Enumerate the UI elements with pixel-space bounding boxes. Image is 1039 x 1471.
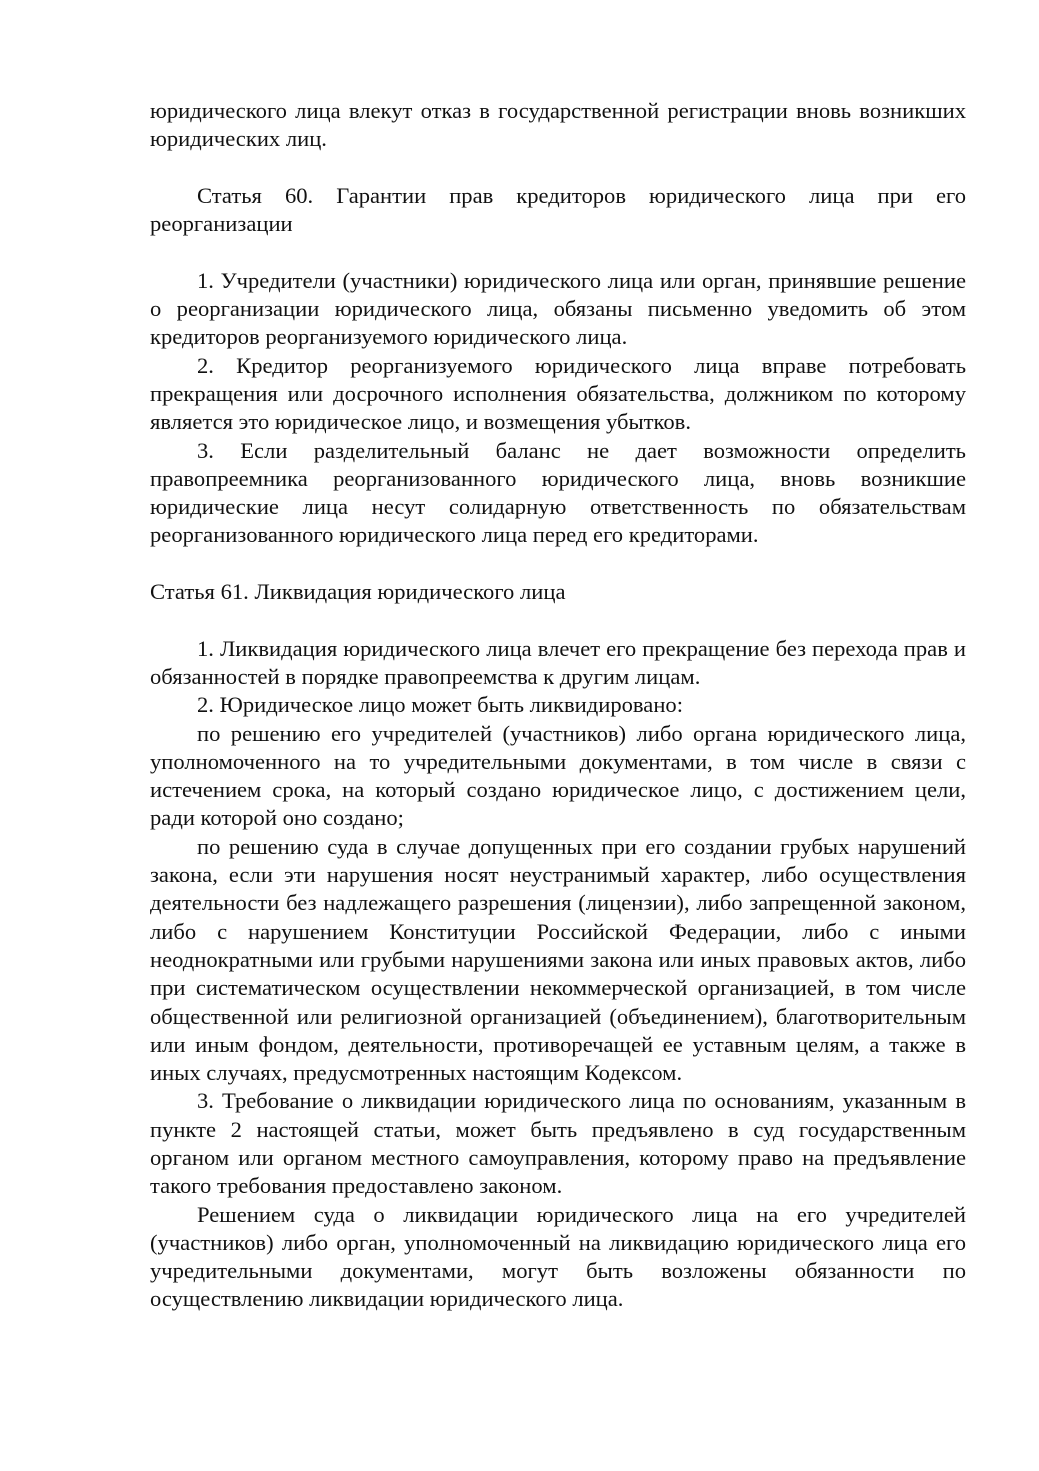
article-61-paragraph-1: 1. Ликвидация юридического лица влечет его прекращение без перехода прав и обязанностей в порядке правопреемства к другим лицам. — [150, 635, 966, 689]
article-60-title: Статья 60. Гарантии прав кредиторов юридического лица при его реорганизации — [150, 182, 966, 237]
spacer — [150, 606, 966, 634]
intro-paragraph: юридического лица влекут отказ в государственной регистрации вновь возникших юридических лиц. — [150, 98, 966, 152]
article-60-paragraph-1: 1. Учредители (участники) юридического лица или орган, принявшие решение о реорганизации юридического лица, обязаны письменно уведомить об этом кредиторов реорганизуемого юридического лица. — [150, 267, 966, 350]
article-61-paragraph-6: Решением суда о ликвидации юридического лица на его учредителей (участников) либо орган, уполномоченный на ликвидацию юридического лица его учредительными документами, могут быть возложены обязанности по осуществлению ликвидации юридического лица. — [150, 1201, 966, 1312]
article-61-paragraph-5: 3. Требование о ликвидации юридического лица по основаниям, указанным в пункте 2 настоящей статьи, может быть предъявлено в суд государственным органом или органом местного самоуправления, которому право на предъявление такого требования предоставлено законом. — [150, 1088, 966, 1199]
article-61-title: Статья 61. Ликвидация юридического лица — [150, 579, 566, 605]
document-page — [150, 97, 966, 1314]
article-61-paragraph-3: по решению его учредителей (участников) либо органа юридического лица, уполномоченного на то учредительными документами, в том числе в связи с истечением срока, на который создано юридическое лицо, с достижением цели, ради которой оно создано; — [150, 720, 966, 831]
spacer — [150, 550, 966, 578]
article-61-paragraph-2: 2. Юридическое лицо может быть ликвидировано: — [197, 692, 683, 718]
spacer — [150, 238, 966, 266]
article-60-paragraph-2: 2. Кредитор реорганизуемого юридического лица вправе потребовать прекращения или досрочного исполнения обязательства, должником по которому является это юридическое лицо, и возмещения убытков. — [150, 352, 966, 435]
article-61-paragraph-4: по решению суда в случае допущенных при его создании грубых нарушений закона, если эти нарушения носят неустранимый характер, либо осуществления деятельности без надлежащего разрешения (лицензии), либо запрещенной законом, либо с нарушением Конституции Российской Федерации, либо с иными неоднократными или грубыми нарушениями закона или иных правовых актов, либо при систематическом осуществлении некоммерческой организацией, в том числе общественной или религиозной организацией (объединением), благотворительным или иным фондом, деятельности, противоречащей ее уставным целям, а также в иных случаях, предусмотренных настоящим Кодексом. — [150, 833, 966, 1086]
spacer — [150, 154, 966, 182]
article-60-paragraph-3: 3. Если разделительный баланс не дает возможности определить правопреемника реорганизованного юридического лица, вновь возникшие юридические лица несут солидарную ответственность по обязательствам реорганизованного юридического лица перед его кредиторами. — [150, 437, 966, 548]
